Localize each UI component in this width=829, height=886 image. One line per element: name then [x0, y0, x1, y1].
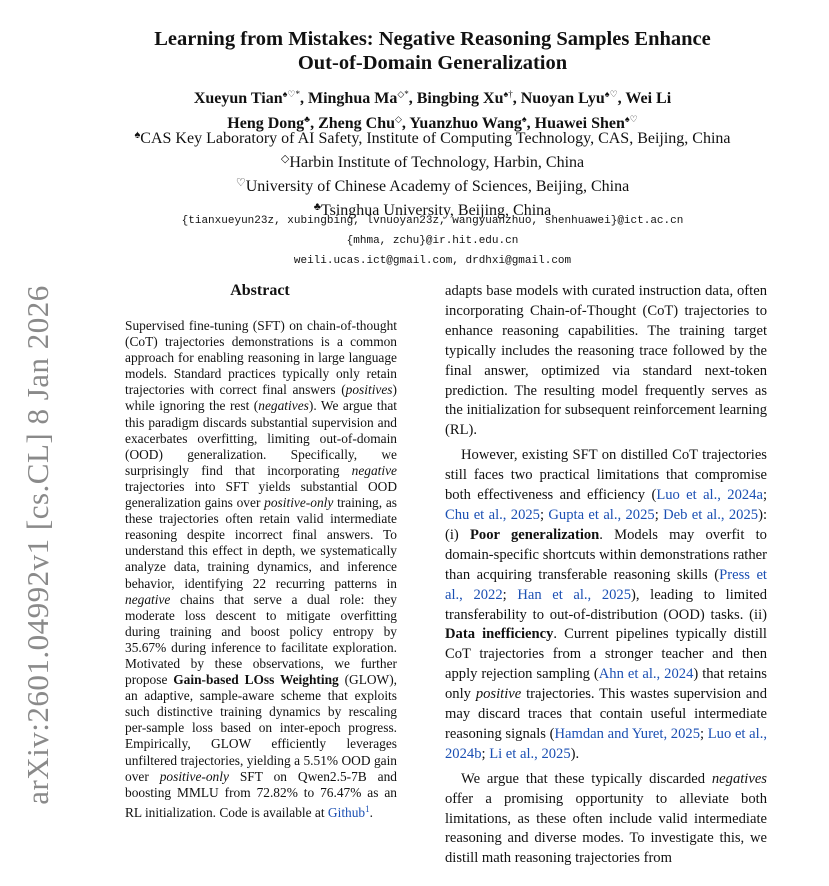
- email-list: [90, 211, 775, 271]
- citation-link[interactable]: Luo et al., 2024b: [445, 725, 767, 762]
- author-name: Huawei Shen: [534, 115, 625, 132]
- affiliation-text: Tsinghua University, Beijing, China: [320, 202, 552, 219]
- italic-term: negative: [125, 591, 171, 607]
- affiliation-text: Harbin Institute of Technology, Harbin, China: [289, 154, 585, 171]
- bold-term: Gain-based LOss Weighting: [173, 672, 339, 688]
- body-paragraph: [445, 770, 767, 870]
- text-run: . Current pipelines typically distill CoT trajectories from a stronger teacher and then apply rejection sampling (: [445, 626, 767, 683]
- italic-term: negative: [351, 462, 397, 478]
- text-run: .: [369, 804, 373, 820]
- text-run: ;: [654, 506, 664, 523]
- citation-link[interactable]: Ahn et al., 2024: [598, 666, 694, 683]
- text-run: ): (i): [445, 506, 767, 543]
- affiliation-line: [90, 149, 775, 173]
- text-run: ). We argue that this paradigm discards substantial supervision and exacerbates overfitting, limiting out-of-domain (OOD) generalization. Specifically, we surprisingly find that incorporating: [125, 398, 397, 478]
- text-run: SFT on Qwen2.5-7B and boosting MMLU from 72.82% to 76.47% as an RL initialization. Code is available at: [125, 768, 397, 820]
- affiliation-line: [90, 173, 775, 197]
- affiliation-text: CAS Key Laboratory of AI Safety, Institute of Computing Technology, CAS, Beijing, China: [140, 130, 731, 147]
- author-name: Nuoyan Lyu: [520, 90, 605, 107]
- text-run: chains that serve a dual role: they moderate loss descent to mitigate overfitting during training and boost policy entropy by 35.67% during inference to facilitate exploration. Motivated by these observations, we further propose: [125, 591, 397, 688]
- affiliation-text: University of Chinese Academy of Sciences, Beijing, China: [245, 178, 630, 195]
- paper-title-line-2: Out-of-Domain Generalization: [297, 52, 568, 74]
- author-name: Wei Li: [625, 90, 672, 107]
- author-name: Xueyun Tian: [193, 90, 283, 107]
- author-name: Yuanzhuo Wang: [409, 115, 522, 132]
- citation-link[interactable]: Chu et al., 2025: [445, 506, 540, 523]
- body-paragraph: [445, 282, 767, 441]
- author-name: Zheng Chu: [318, 115, 395, 132]
- author-affiliation-marks: ♠♡*: [282, 89, 300, 99]
- text-run: (GLOW), an adaptive, sample-aware scheme that exploits such distinctive training dynamics by rescaling per-sample loss based on inter-epoch progress. Empirically, GLOW efficiently leverages unfiltered trajectories, yielding a 5.51% OOD gain over: [125, 672, 398, 784]
- citation-link[interactable]: Hamdan and Yuret, 2025: [554, 725, 700, 742]
- author-affiliation-marks: ♠♡: [604, 89, 618, 99]
- citation-link[interactable]: Luo et al., 2024a: [656, 487, 763, 504]
- text-run: trajectories into SFT yields substantial OOD generalization gains over: [125, 478, 397, 511]
- author-affiliation-marks: ♠: [521, 114, 527, 124]
- italic-term: negatives: [258, 398, 309, 414]
- text-run: . Models may overfit to domain-specific shortcuts within demonstrations rather than acquiring transferable reasoning skills (: [445, 526, 767, 583]
- citation-link[interactable]: Li et al., 2025: [489, 745, 571, 762]
- citation-link[interactable]: Press et al., 2022: [445, 566, 767, 603]
- email-line-3: weili.ucas.ict@gmail.com, drdhxi@gmail.com: [293, 255, 572, 267]
- author-affiliation-marks: ♠†: [503, 89, 513, 99]
- affiliation-mark: ◇: [280, 153, 290, 165]
- paper-title: [100, 27, 765, 75]
- text-run: offer a promising opportunity to alleviate both limitations, as these often include valid intermediate reasoning and diverse modes. To investigate this, we distill math reasoning trajectories from: [445, 790, 767, 867]
- italic-term: negatives: [711, 770, 767, 787]
- author-name: Heng Dong: [227, 115, 305, 132]
- citation-link[interactable]: Han et al., 2025: [517, 586, 632, 603]
- text-run: ) while ignoring the rest (: [125, 382, 397, 414]
- text-run: ).: [570, 745, 580, 762]
- text-run: ;: [481, 745, 490, 762]
- citation-link[interactable]: Deb et al., 2025: [663, 506, 759, 523]
- abstract-heading: Abstract: [230, 282, 290, 299]
- introduction-column: [445, 282, 767, 869]
- text-run: ) that retains only: [445, 666, 767, 703]
- text-run: training, as these trajectories often retain valid intermediate reasoning despite incorrect final answers. To understand this effect in depth, we systematically analyze data, training dynamics, and inference behavior, identifying 22 recurring patterns in: [125, 495, 397, 591]
- italic-term: positive-only: [264, 495, 334, 511]
- author-affiliation-marks: ♣: [304, 114, 311, 124]
- affiliation-mark: ♣: [313, 201, 321, 213]
- affiliation-list: [90, 125, 775, 221]
- author-affiliation-marks: ♠♡: [624, 114, 638, 124]
- author-line-2: Heng Dong♣, Zheng Chu◇, Yuanzhuo Wang♠, Huawei Shen♠♡: [227, 114, 638, 132]
- text-run: We argue that these typically discarded: [461, 770, 712, 787]
- text-run: ;: [539, 506, 549, 523]
- text-run: ;: [762, 487, 767, 504]
- text-run: However, existing SFT on distilled CoT trajectories still faces two practical limitations that compromise both effectiveness and efficiency (: [445, 447, 767, 504]
- italic-term: positives: [345, 382, 393, 398]
- paper-title-line-1: Learning from Mistakes: Negative Reasoning Samples Enhance: [154, 28, 711, 50]
- text-run: ;: [502, 586, 518, 603]
- email-line-2: {mhma, zchu}@ir.hit.edu.cn: [346, 235, 519, 247]
- text-run: Supervised fine-tuning (SFT) on chain-of-thought (CoT) trajectories demonstrations is a common approach for enabling reasoning in large language models. Standard practices typically only retain trajectories with correct final answers (: [125, 318, 397, 398]
- body-paragraph: [445, 446, 767, 765]
- bold-term: Data inefficiency: [445, 626, 554, 643]
- text-run: trajectories. This wastes supervision and may discard traces that contain useful intermediate reasoning signals (: [445, 686, 768, 742]
- affiliation-mark: ♡: [235, 177, 246, 189]
- author-name: Minghua Ma: [307, 90, 398, 107]
- citation-link[interactable]: Gupta et al., 2025: [548, 506, 655, 523]
- bold-term: Poor generalization: [470, 526, 600, 543]
- citation-link[interactable]: Github: [327, 804, 366, 820]
- author-affiliation-marks: ◇: [395, 114, 402, 124]
- affiliation-line: [90, 125, 775, 149]
- text-run: ), leading to limited transferability to out-of-distribution (OOD) tasks. (ii): [445, 586, 768, 623]
- author-name: Bingbing Xu: [416, 90, 504, 107]
- text-run: adapts base models with curated instruction data, often incorporating Chain-of-Thought (CoT) trajectories to enhance reasoning capabilities. The training target typically includes the reasoning trace followed by the final answer, optimized via standard next-token prediction. The resulting model frequently serves as the initialization for subsequent reinforcement learning (RL).: [445, 283, 767, 439]
- author-affiliation-marks: ◇*: [397, 89, 409, 99]
- italic-term: positive-only: [159, 768, 229, 784]
- affiliation-mark: ♠: [134, 129, 141, 141]
- footnote-marker[interactable]: 1: [365, 803, 370, 814]
- email-line-1: {tianxueyun23z, xubingbing, lvnuoyan23z, wangyuanzhuo, shenhuawei}@ict.ac.cn: [181, 215, 684, 227]
- arxiv-identifier-stamp: [18, 285, 58, 805]
- text-run: ;: [700, 725, 708, 742]
- abstract-body: [125, 318, 397, 821]
- italic-term: positive: [475, 686, 522, 703]
- author-line-1: Xueyun Tian♠♡*, Minghua Ma◇*, Bingbing Xu♠†, Nuoyan Lyu♠♡, Wei Li: [193, 89, 672, 107]
- arxiv-identifier-text: arXiv:2601.04992v1 [cs.CL] 8 Jan 2026: [20, 285, 56, 805]
